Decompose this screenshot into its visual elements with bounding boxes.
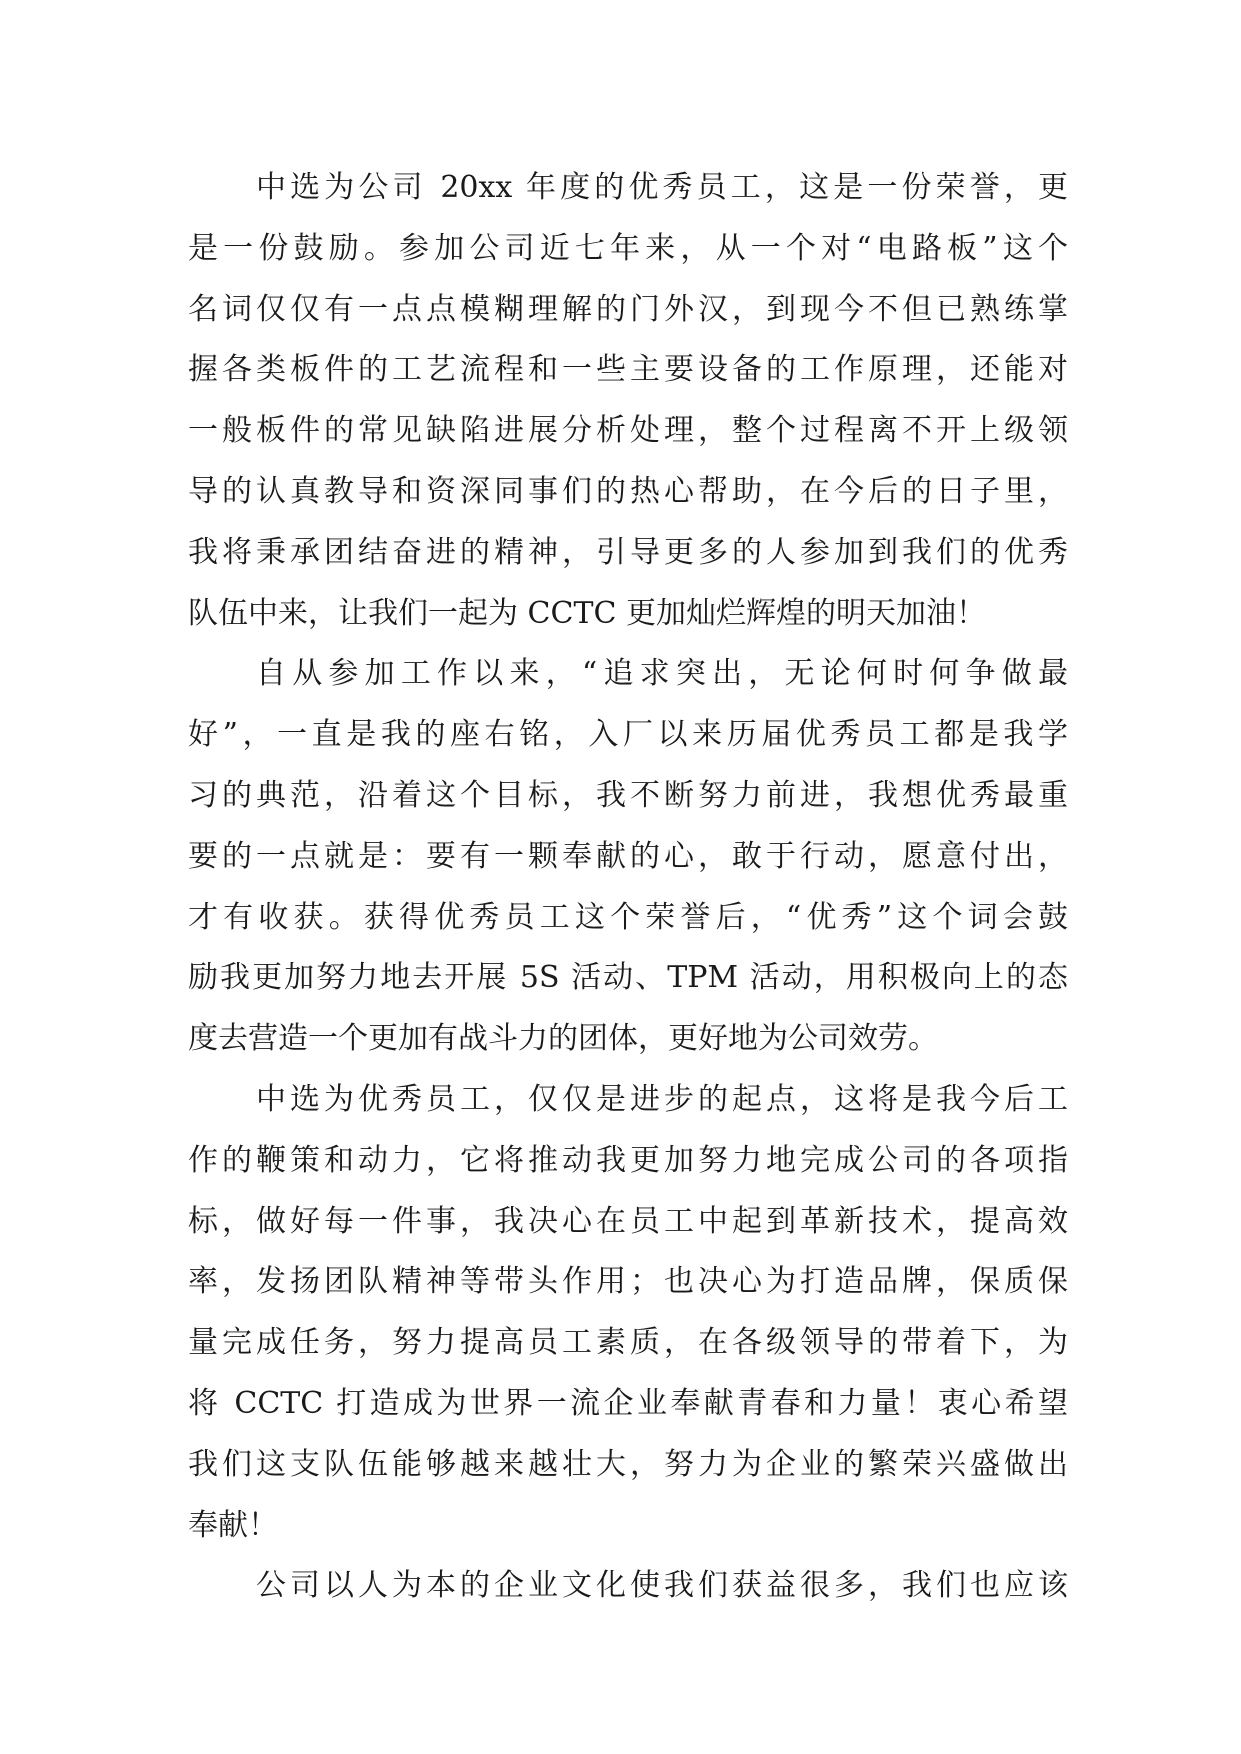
- text-line: 我们这支队伍能够越来越壮大，努力为企业的繁荣兴盛做出: [188, 1446, 1068, 1482]
- text-line: 度去营造一个更加有战斗力的团体，更好地为公司效劳。: [188, 1021, 938, 1057]
- text-line: 量完成任务，努力提高员工素质，在各级领导的带着下，为: [188, 1325, 1068, 1361]
- text-line: 名词仅仅有一点点模糊理解的门外汉，到现今不但已熟练掌: [188, 291, 1068, 327]
- document-body: [188, 158, 1068, 1617]
- paragraph-4: [188, 1556, 1068, 1617]
- text-line: 中选为公司 20xx 年度的优秀员工，这是一份荣誉，更: [256, 170, 1068, 205]
- text-line: 中选为优秀员工，仅仅是进步的起点，这将是我今后工: [256, 1081, 1068, 1117]
- text-line: 队伍中来，让我们一起为 CCTC 更加灿烂辉煌的明天加油！: [188, 595, 986, 631]
- text-line: 作的鞭策和动力，它将推动我更加努力地完成公司的各项指: [188, 1142, 1068, 1178]
- text-line: 率，发扬团队精神等带头作用；也决心为打造品牌，保质保: [188, 1264, 1068, 1300]
- paragraph-1: [188, 158, 1068, 644]
- text-line: 公司以人为本的企业文化使我们获益很多，我们也应该: [256, 1568, 1068, 1604]
- text-line: 要的一点就是：要有一颗奉献的心，敢于行动，愿意付出，: [188, 838, 1068, 874]
- paragraph-2: [188, 644, 1068, 1070]
- text-line: 将 CCTC 打造成为世界一流企业奉献青春和力量！衷心希望: [188, 1385, 1068, 1421]
- text-line: 导的认真教导和资深同事们的热心帮助，在今后的日子里，: [188, 473, 1068, 509]
- text-line: 我将秉承团结奋进的精神，引导更多的人参加到我们的优秀: [188, 534, 1068, 570]
- text-line: 是一份鼓励。参加公司近七年来，从一个对“电路板”这个: [188, 230, 1068, 266]
- text-line: 标，做好每一件事，我决心在员工中起到革新技术，提高效: [188, 1203, 1068, 1239]
- text-line: 习的典范，沿着这个目标，我不断努力前进，我想优秀最重: [188, 777, 1068, 813]
- text-line: 奉献！: [188, 1507, 278, 1543]
- paragraph-3: [188, 1070, 1068, 1556]
- text-line: 励我更加努力地去开展 5S 活动、TPM 活动，用积极向上的态: [188, 960, 1068, 996]
- text-line: 好”，一直是我的座右铭，入厂以来历届优秀员工都是我学: [188, 717, 1068, 753]
- text-line: 才有收获。获得优秀员工这个荣誉后，“优秀”这个词会鼓: [188, 899, 1068, 935]
- text-line: 握各类板件的工艺流程和一些主要设备的工作原理，还能对: [188, 352, 1068, 388]
- text-line: 一般板件的常见缺陷进展分析处理，整个过程离不开上级领: [188, 413, 1068, 449]
- text-line: 自从参加工作以来，“追求突出，无论何时何争做最: [256, 656, 1068, 692]
